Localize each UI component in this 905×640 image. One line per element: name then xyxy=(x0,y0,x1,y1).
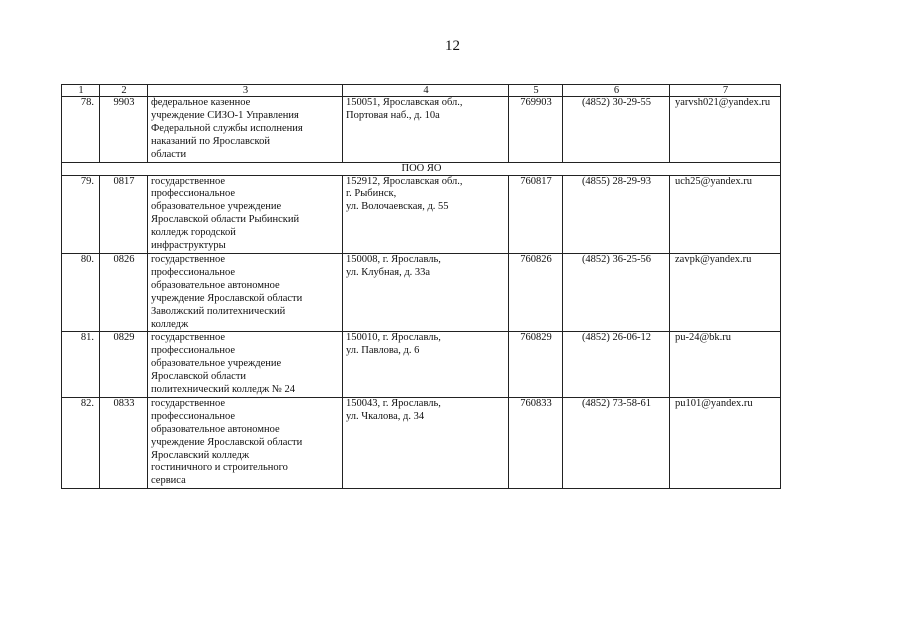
institution-name-line: государственное xyxy=(151,397,226,409)
institution-address-line: ул. Волочаевская, д. 55 xyxy=(346,201,449,213)
institution-index: 760833 xyxy=(509,397,563,488)
institution-name-line: колледж xyxy=(151,318,189,330)
column-header: 6 xyxy=(563,85,670,97)
institution-code: 0829 xyxy=(100,332,148,398)
institution-phone: (4852) 30-29-55 xyxy=(563,97,670,163)
institution-email: pu101@yandex.ru xyxy=(670,397,781,488)
institution-name-line: федеральное казенное xyxy=(151,97,251,108)
institution-phone: (4855) 28-29-93 xyxy=(563,175,670,253)
institution-email: pu-24@bk.ru xyxy=(670,332,781,398)
institution-name-line: образовательное учреждение xyxy=(151,201,282,213)
institution-phone: (4852) 73-58-61 xyxy=(563,397,670,488)
institution-phone: (4852) 26-06-12 xyxy=(563,332,670,398)
column-header: 3 xyxy=(148,85,343,97)
institution-name-line: государственное xyxy=(151,175,226,187)
row-number: 79. xyxy=(62,175,100,253)
institution-name xyxy=(148,175,343,253)
institution-name-line: сервиса xyxy=(151,475,186,487)
institution-index: 760829 xyxy=(509,332,563,398)
institution-address xyxy=(343,175,509,253)
table-header-row xyxy=(62,85,781,97)
section-title: ПОО ЯО xyxy=(62,162,781,175)
institution-address-line: ул. Чкалова, д. 34 xyxy=(346,410,425,422)
institution-name-line: инфраструктуры xyxy=(151,240,226,252)
institution-name xyxy=(148,253,343,331)
institution-index: 769903 xyxy=(509,97,563,163)
institution-name xyxy=(148,397,343,488)
institution-code: 0833 xyxy=(100,397,148,488)
institution-address xyxy=(343,97,509,163)
institution-name-line: учреждение Ярославской области xyxy=(151,292,303,304)
institution-name-line: профессиональное xyxy=(151,188,236,200)
institution-phone: (4852) 36-25-56 xyxy=(563,253,670,331)
institution-name xyxy=(148,97,343,163)
institution-name-line: наказаний по Ярославской xyxy=(151,135,270,147)
institution-address xyxy=(343,397,509,488)
institution-name-line: образовательное учреждение xyxy=(151,358,282,370)
column-header: 4 xyxy=(343,85,509,97)
table-row xyxy=(62,97,781,163)
table-row xyxy=(62,332,781,398)
row-number: 80. xyxy=(62,253,100,331)
institution-name-line: образовательное автономное xyxy=(151,423,280,435)
institution-name-line: Федеральной службы исполнения xyxy=(151,122,303,134)
institution-address-line: Портовая наб., д. 10а xyxy=(346,109,440,121)
institution-name-line: Ярославский колледж xyxy=(151,449,250,461)
institution-name xyxy=(148,332,343,398)
institution-name-line: Заволжский политехнический xyxy=(151,305,286,317)
institution-address-line: г. Рыбинск, xyxy=(346,188,397,200)
institution-index: 760817 xyxy=(509,175,563,253)
institution-name-line: колледж городской xyxy=(151,227,236,239)
institution-name-line: учреждение СИЗО-1 Управления xyxy=(151,109,299,121)
row-number: 78. xyxy=(62,97,100,163)
institution-code: 9903 xyxy=(100,97,148,163)
section-row xyxy=(62,162,781,175)
institution-name-line: государственное xyxy=(151,332,226,344)
table-row xyxy=(62,175,781,253)
institutions-table xyxy=(61,84,781,489)
institution-address-line: ул. Клубная, д. 33а xyxy=(346,266,431,278)
column-header: 2 xyxy=(100,85,148,97)
institution-name-line: образовательное автономное xyxy=(151,279,280,291)
institution-address-line: 150051, Ярославская обл., xyxy=(346,97,463,108)
column-header: 1 xyxy=(62,85,100,97)
institution-address-line: ул. Павлова, д. 6 xyxy=(346,345,420,357)
institution-name-line: учреждение Ярославской области xyxy=(151,436,303,448)
institution-name-line: профессиональное xyxy=(151,345,236,357)
institution-name-line: профессиональное xyxy=(151,410,236,422)
row-number: 81. xyxy=(62,332,100,398)
institution-name-line: области xyxy=(151,148,187,160)
institution-name-line: Ярославской области xyxy=(151,371,247,383)
institution-address xyxy=(343,253,509,331)
institution-name-line: политехнический колледж № 24 xyxy=(151,384,296,396)
row-number: 82. xyxy=(62,397,100,488)
page-number: 12 xyxy=(445,38,460,54)
institution-email: uch25@yandex.ru xyxy=(670,175,781,253)
institution-address-line: 152912, Ярославская обл., xyxy=(346,175,463,187)
institution-code: 0826 xyxy=(100,253,148,331)
institution-address-line: 150043, г. Ярославль, xyxy=(346,397,441,409)
institution-name-line: гостиничного и строительного xyxy=(151,462,288,474)
institution-address-line: 150010, г. Ярославль, xyxy=(346,332,441,344)
institution-email: yarvsh021@yandex.ru xyxy=(670,97,781,163)
table-row xyxy=(62,253,781,331)
column-header: 5 xyxy=(509,85,563,97)
institution-code: 0817 xyxy=(100,175,148,253)
table-row xyxy=(62,397,781,488)
institution-address-line: 150008, г. Ярославль, xyxy=(346,253,441,265)
institution-address xyxy=(343,332,509,398)
institution-name-line: профессиональное xyxy=(151,266,236,278)
institution-email: zavpk@yandex.ru xyxy=(670,253,781,331)
institution-index: 760826 xyxy=(509,253,563,331)
institution-name-line: государственное xyxy=(151,253,226,265)
institution-name-line: Ярославской области Рыбинский xyxy=(151,214,300,226)
column-header: 7 xyxy=(670,85,781,97)
